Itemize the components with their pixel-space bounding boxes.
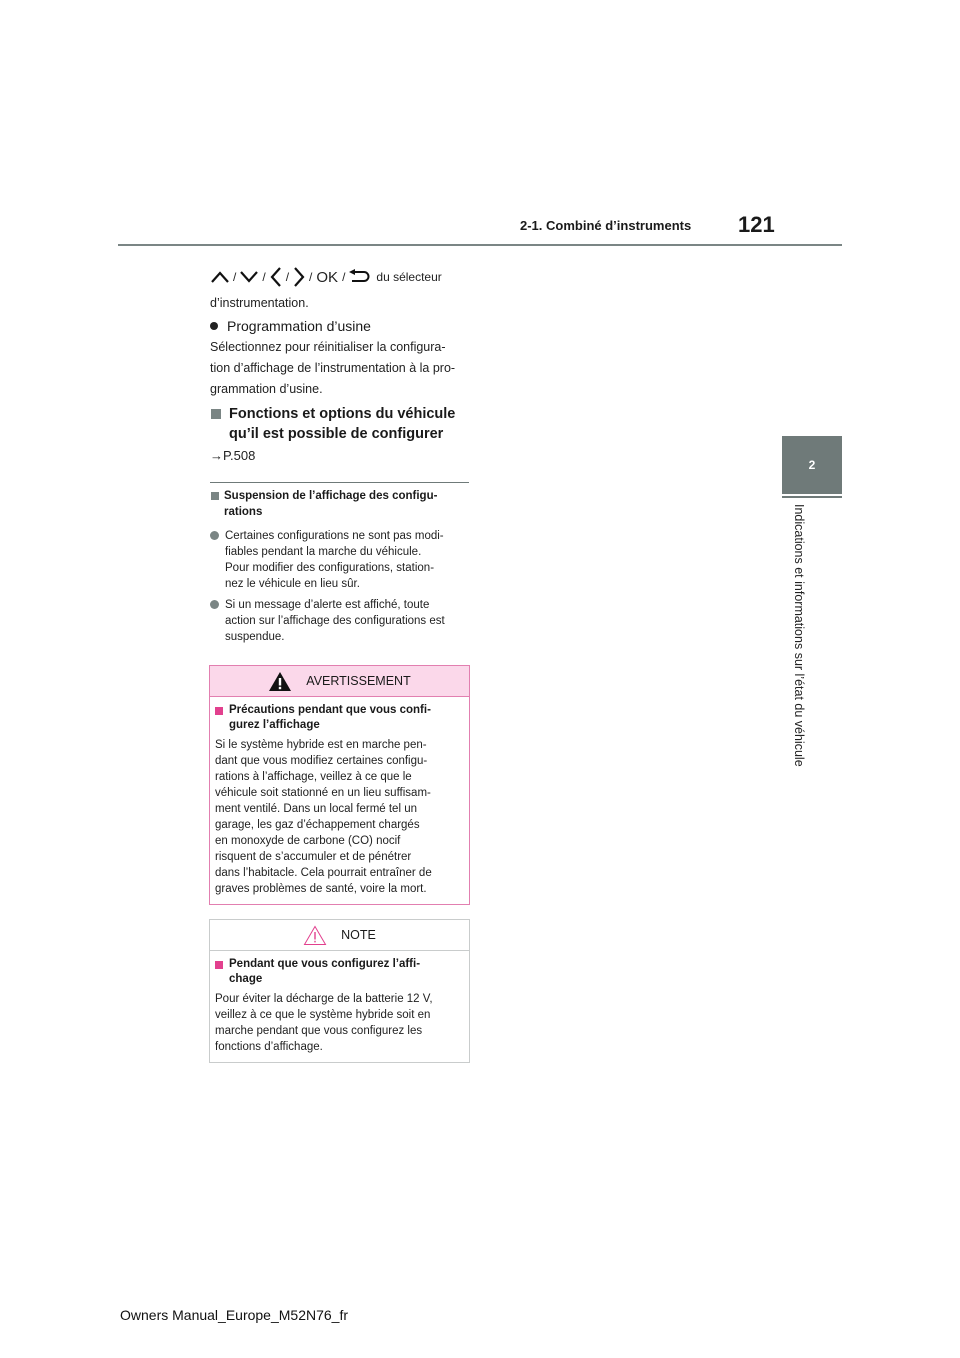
bullet-dot (210, 600, 219, 609)
chapter-label: Indications et informations sur l’état du véhicule (792, 504, 806, 767)
factory-reset-heading (210, 318, 470, 334)
text-line: nez le véhicule en lieu sûr. (225, 578, 360, 590)
text-line: Si le système hybride est en marche pen- (215, 739, 427, 751)
text-line: action sur l’affichage des configurations est (225, 615, 445, 627)
heading-line: gurez l’affichage (229, 719, 320, 731)
chapter-tab-rule (782, 496, 842, 498)
header-rule (118, 244, 842, 246)
text-line: fonctions d’affichage. (215, 1041, 323, 1053)
note-subheading (215, 957, 464, 987)
page-number: 121 (738, 212, 775, 237)
heading-line: qu’il est possible de configurer (229, 426, 444, 442)
ok-label: OK (316, 268, 339, 286)
heading-line: chage (229, 973, 263, 985)
warning-triangle-icon (268, 671, 292, 692)
text-line: dant que vous modifiez certaines configu- (215, 755, 428, 767)
text-line: grammation d’usine. (210, 382, 323, 396)
chevron-left-icon (269, 266, 283, 288)
vehicle-functions-heading (210, 404, 472, 444)
square-bullet (215, 961, 223, 969)
warning-text (215, 737, 464, 897)
chevron-right-icon (292, 266, 306, 288)
text-line: Si un message d’alerte est affiché, toute (225, 599, 430, 611)
warning-subheading (215, 703, 464, 733)
text-line: risquent de s’accumuler et de pénétrer (215, 851, 412, 863)
chapter-tab (782, 436, 842, 494)
warning-title: AVERTISSEMENT (306, 674, 411, 688)
suspension-item (210, 597, 470, 645)
suspension-item (210, 528, 470, 592)
caution-triangle-icon (303, 925, 327, 946)
note-box-header (210, 920, 469, 951)
text-line: suspendue. (225, 631, 285, 643)
text-line: Pour modifier des configurations, station- (225, 562, 435, 574)
text-line: veillez à ce que le système hybride soit en (215, 1009, 431, 1021)
note-box-body (210, 951, 469, 1062)
text-line: fiables pendant la marche du véhicule. (225, 546, 422, 558)
text-line: dans l’habitacle. Cela pourrait entraîner de (215, 867, 432, 879)
text-line: garage, les gaz d’échappement chargés (215, 819, 420, 831)
selector-suffix: du sélecteur (376, 270, 442, 284)
section-title: 2-1. Combiné d’instruments (520, 218, 692, 233)
selector-icons-line (210, 264, 470, 290)
text-line: graves problèmes de santé, voire la mort. (215, 883, 427, 895)
chapter-number: 2 (808, 458, 816, 472)
text-line: Pour éviter la décharge de la batterie 12 V, (215, 993, 433, 1005)
heading-line: Fonctions et options du véhicule (229, 406, 456, 422)
warning-box-body (210, 697, 469, 904)
text-line: tion d’affichage de l’instrumentation à la pro- (210, 361, 456, 375)
separator: / (285, 270, 290, 284)
separator: / (233, 270, 237, 284)
text-line: Sélectionnez pour réinitialiser la configura- (210, 340, 446, 354)
square-bullet (211, 492, 219, 500)
heading-line: Suspension de l’affichage des configu- (224, 490, 438, 502)
text-line: rations à l’affichage, veillez à ce que le (215, 771, 412, 783)
text-line: véhicule soit stationné en un lieu suffisam- (215, 787, 431, 799)
page-reference[interactable]: →P.508 (210, 448, 256, 463)
separator: / (262, 270, 266, 284)
text-line: marche pendant que vous configurez les (215, 1025, 423, 1037)
square-bullet (211, 409, 221, 419)
bullet-dot (210, 531, 219, 540)
bullet-dot (210, 322, 218, 330)
heading-line: Pendant que vous configurez l’affi- (229, 958, 421, 970)
heading-line: Précautions pendant que vous confi- (229, 704, 431, 716)
intro-line-2: d’instrumentation. (210, 296, 309, 310)
text-line: ment ventilé. Dans un local fermé tel un (215, 803, 417, 815)
note-text (215, 991, 464, 1055)
chevron-up-icon (210, 270, 230, 284)
section-divider (210, 482, 469, 483)
factory-reset-text (210, 337, 472, 400)
warning-box (209, 665, 470, 905)
warning-box-header (210, 666, 469, 697)
separator: / (342, 270, 346, 284)
chevron-down-icon (239, 270, 259, 284)
suspension-heading (210, 488, 470, 520)
separator: / (309, 270, 313, 284)
heading-line: rations (224, 506, 263, 518)
note-box (209, 919, 470, 1063)
factory-reset-heading-text: Programmation d’usine (227, 318, 371, 334)
footer-manual-id: Owners Manual_Europe_M52N76_fr (120, 1307, 349, 1323)
text-line: en monoxyde de carbone (CO) nocif (215, 835, 401, 847)
note-title: NOTE (341, 928, 376, 942)
square-bullet (215, 707, 223, 715)
text-line: Certaines configurations ne sont pas modi- (225, 530, 444, 542)
back-arrow-icon (348, 269, 370, 285)
